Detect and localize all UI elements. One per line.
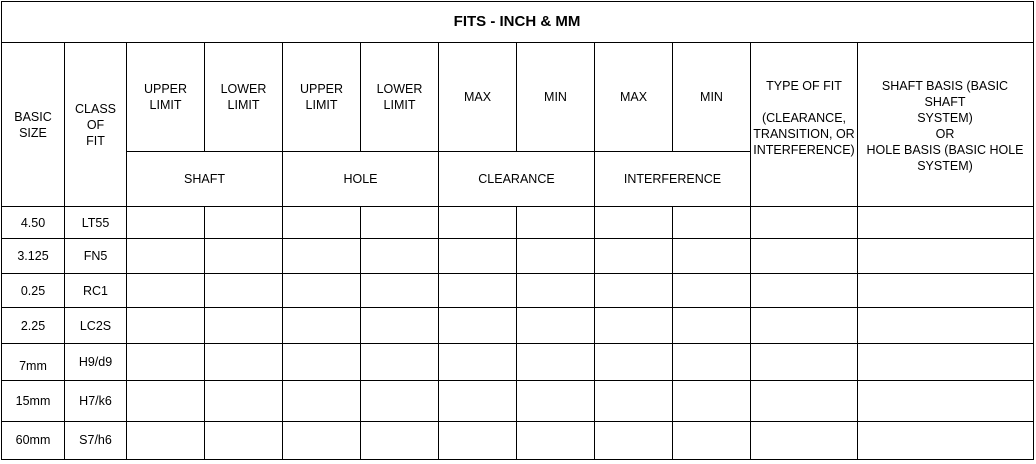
grid-line: [1, 238, 1034, 239]
row-5-class-of-fit: H9/d9: [78, 355, 113, 369]
grid-line: [1, 206, 1034, 207]
grid-line: [1, 1, 2, 460]
header-interference-max: MAX: [619, 90, 648, 104]
header-hole-upper-limit: UPPER LIMIT: [299, 82, 344, 112]
grid-line: [1, 459, 1034, 460]
row-3-class-of-fit: RC1: [82, 283, 108, 298]
header-shaft-group: SHAFT: [184, 172, 225, 186]
grid-line: [1, 1, 1034, 2]
header-class-of-fit: CLASS OF FIT: [75, 101, 116, 148]
grid-line: [1, 380, 1034, 381]
row-7-basic-size: 60mm: [15, 433, 51, 447]
table-title: FITS - INCH & MM: [453, 13, 581, 30]
grid-line: [516, 42, 517, 152]
row-5-basic-size: 7mm: [19, 359, 47, 373]
grid-line: [1, 42, 1034, 43]
header-clearance-max: MAX: [463, 90, 492, 104]
header-shaft-upper-limit: UPPER LIMIT: [143, 82, 188, 112]
row-7-class-of-fit: S7/h6: [79, 433, 112, 447]
grid-line: [438, 42, 439, 460]
grid-line: [1, 307, 1034, 308]
grid-line: [1, 343, 1034, 344]
grid-line: [672, 42, 673, 152]
row-1-class-of-fit: LT55: [81, 215, 110, 230]
grid-line: [516, 206, 517, 460]
header-basic-size: BASIC SIZE: [14, 109, 52, 140]
grid-line: [1, 273, 1034, 274]
header-shaft-lower-limit: LOWER LIMIT: [220, 82, 267, 112]
grid-line: [1033, 1, 1034, 460]
grid-line: [360, 42, 361, 152]
header-hole-lower-limit: LOWER LIMIT: [376, 82, 423, 112]
grid-line: [204, 42, 205, 152]
header-clearance-group: CLEARANCE: [478, 172, 555, 186]
header-interference-group: INTERFERENCE: [623, 172, 722, 186]
grid-line: [672, 206, 673, 460]
header-clearance-min: MIN: [544, 90, 567, 104]
header-interference-min: MIN: [700, 90, 723, 104]
row-4-class-of-fit: LC2S: [79, 318, 112, 333]
row-3-basic-size: 0.25: [20, 283, 46, 298]
row-6-class-of-fit: H7/k6: [79, 394, 112, 408]
grid-line: [360, 206, 361, 460]
row-2-basic-size: 3.125: [17, 249, 49, 263]
row-6-basic-size: 15mm: [15, 394, 51, 408]
row-4-basic-size: 2.25: [20, 318, 46, 333]
grid-line: [64, 42, 65, 460]
grid-line: [1, 421, 1034, 422]
grid-line: [594, 42, 595, 460]
grid-line: [204, 206, 205, 460]
header-basis: SHAFT BASIS (BASIC SHAFT SYSTEM) OR HOLE BASIS (BASIC HOLE SYSTEM): [866, 79, 1024, 173]
row-1-basic-size: 4.50: [20, 215, 46, 230]
header-type-of-fit: TYPE OF FIT (CLEARANCE, TRANSITION, OR INTERFERENCE): [753, 79, 855, 157]
grid-line: [750, 42, 751, 460]
grid-line: [126, 42, 127, 460]
header-hole-group: HOLE: [343, 172, 378, 186]
grid-line: [857, 42, 858, 460]
grid-line: [282, 42, 283, 460]
row-2-class-of-fit: FN5: [83, 249, 108, 263]
